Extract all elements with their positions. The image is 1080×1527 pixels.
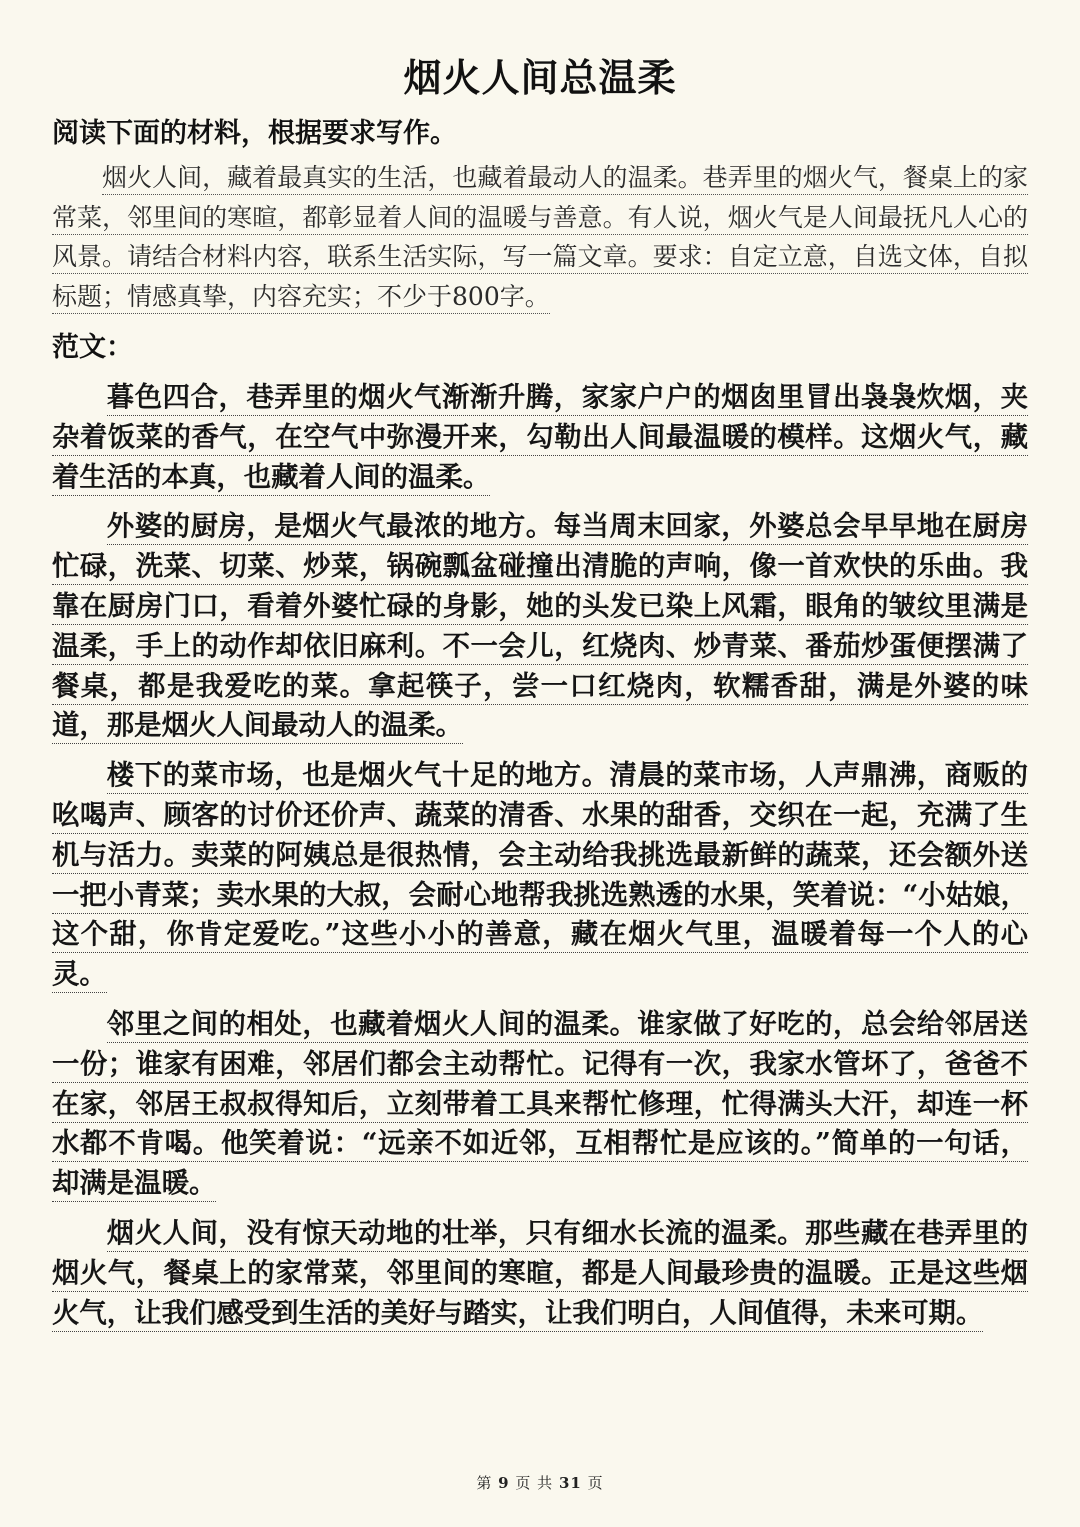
- current-page-number: 9: [498, 1474, 510, 1492]
- model-essay: [52, 378, 1028, 1333]
- essay-paragraph-5: 烟火人间，没有惊天动地的壮举，只有细水长流的温柔。那些藏在巷弄里的烟火气，餐桌上的家常菜，邻里间的寒暄，都是人间最珍贵的温暖。正是这些烟火气，让我们感受到生活的美好与踏实，让我们明白，人间值得，未来可期。: [52, 1214, 1028, 1333]
- page-number-footer: [0, 1472, 1080, 1493]
- total-page-number: 31: [558, 1474, 582, 1492]
- essay-paragraph-4: 邻里之间的相处，也藏着烟火人间的温柔。谁家做了好吃的，总会给邻居送一份；谁家有困难，邻居们都会主动帮忙。记得有一次，我家水管坏了，爸爸不在家，邻居王叔叔得知后，立刻带着工具来帮忙修理，忙得满头大汗，却连一杯水都不肯喝。他笑着说：“远亲不如近邻，互相帮忙是应该的。”简单的一句话，却满是温暖。: [52, 1005, 1028, 1204]
- material-paragraph: [52, 158, 1028, 316]
- footer-middle: 页 共: [515, 1474, 554, 1492]
- essay-paragraph-2: 外婆的厨房，是烟火气最浓的地方。每当周末回家，外婆总会早早地在厨房忙碌，洗菜、切菜、炒菜，锅碗瓢盆碰撞出清脆的声响，像一首欢快的乐曲。我靠在厨房门口，看着外婆忙碌的身影，她的头发已染上风霜，眼角的皱纹里满是温柔，手上的动作却依旧麻利。不一会儿，红烧肉、炒青菜、番茄炒蛋便摆满了餐桌，都是我爱吃的菜。拿起筷子，尝一口红烧肉，软糯香甜，满是外婆的味道，那是烟火人间最动人的温柔。: [52, 507, 1028, 746]
- material-text: 烟火人间，藏着最真实的生活，也藏着最动人的温柔。巷弄里的烟火气，餐桌上的家常菜，邻里间的寒暄，都彰显着人间的温暖与善意。有人说，烟火气是人间最抚凡人心的风景。请结合材料内容，联系生活实际，写一篇文章。要求：自定立意，自选文体，自拟标题；情感真挚，内容充实；不少于800字。: [52, 163, 1028, 314]
- essay-paragraph-1: 暮色四合，巷弄里的烟火气渐渐升腾，家家户户的烟囱里冒出袅袅炊烟，夹杂着饭菜的香气，在空气中弥漫开来，勾勒出人间最温暖的模样。这烟火气，藏着生活的本真，也藏着人间的温柔。: [52, 378, 1028, 497]
- prompt-heading: 阅读下面的材料，根据要求写作。: [52, 118, 457, 149]
- page-title: 烟火人间总温柔: [403, 56, 677, 100]
- footer-suffix: 页: [587, 1474, 604, 1492]
- model-essay-heading: 范文：: [52, 332, 133, 363]
- footer-prefix: 第: [476, 1474, 493, 1492]
- essay-paragraph-3: 楼下的菜市场，也是烟火气十足的地方。清晨的菜市场，人声鼎沸，商贩的吆喝声、顾客的讨价还价声、蔬菜的清香、水果的甜香，交织在一起，充满了生机与活力。卖菜的阿姨总是很热情，会主动给我挑选最新鲜的蔬菜，还会额外送一把小青菜；卖水果的大叔，会耐心地帮我挑选熟透的水果，笑着说：“小姑娘，这个甜，你肯定爱吃。”这些小小的善意，藏在烟火气里，温暖着每一个人的心灵。: [52, 756, 1028, 995]
